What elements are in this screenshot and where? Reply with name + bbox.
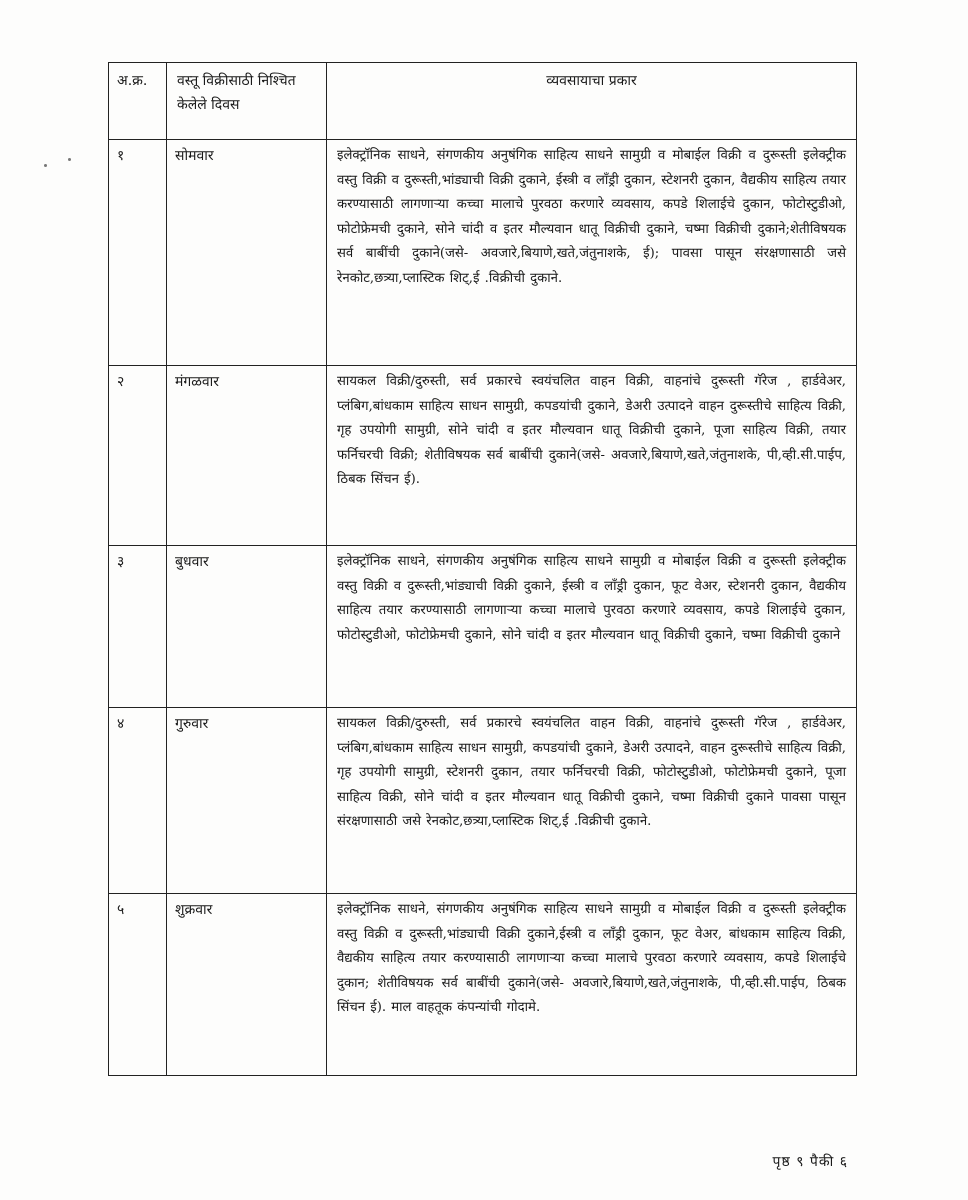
row-serial: ४	[109, 708, 167, 894]
row-business-list: इलेक्ट्रॉनिक साधने, संगणकीय अनुषंगिक साहित्य साधने सामुग्री व मोबाईल विक्री व दुरूस्ती इलेक्ट्रीक वस्तु विक्री व दुरूस्ती,भांड्याची विक्री दुकाने, ईस्त्री व लॉंड्री दुकान, फूट वेअर, स्टेशनरी दुकान, वैद्यकीय साहित्य तयार करण्यासाठी लागणाऱ्या कच्चा मालाचे पुरवठा करणारे व्यवसाय, कपडे शिलाईचे दुकान, फोटोस्टुडीओ, फोटोफ्रेमची दुकाने, सोने चांदी व इतर मौल्यवान धातू विक्रीची दुकाने, चष्मा विक्रीची दुकाने	[327, 546, 857, 708]
weekday-business-schedule-table	[108, 62, 857, 1076]
scan-speck	[68, 158, 71, 161]
row-day: शुक्रवार	[167, 894, 327, 1076]
table-row	[109, 366, 857, 546]
row-day: गुरुवार	[167, 708, 327, 894]
page-number-footer: पृष्ठ ९ पैकी ६	[772, 1154, 848, 1170]
scan-speck	[44, 164, 47, 167]
row-business-list: इलेक्ट्रॉनिक साधने, संगणकीय अनुषंगिक साहित्य साधने सामुग्री व मोबाईल विक्री व दुरूस्ती इलेक्ट्रीक वस्तु विक्री व दुरूस्ती,भांड्याची विक्री दुकाने, ईस्त्री व लॉंड्री दुकान, स्टेशनरी दुकान, वैद्यकीय साहित्य तयार करण्यासाठी लागणाऱ्या कच्चा मालाचे पुरवठा करणारे व्यवसाय, कपडे शिलाईचे दुकान, फोटोस्टुडीओ, फोटोफ्रेमची दुकाने, सोने चांदी व इतर मौल्यवान धातू विक्रीची दुकाने, चष्मा विक्रीची दुकाने;शेतीविषयक सर्व बाबींची दुकाने(जसे- अवजारे,बियाणे,खते,जंतुनाशके, ई); पावसा पासून संरक्षणासाठी जसे रेनकोट,छत्र्या,प्लास्टिक शिट्,ई .विक्रीची दुकाने.	[327, 140, 857, 366]
header-business-type: व्यवसायाचा प्रकार	[327, 63, 857, 140]
table-header-row	[109, 63, 857, 140]
table-row	[109, 708, 857, 894]
row-serial: १	[109, 140, 167, 366]
table-row	[109, 546, 857, 708]
row-serial: ३	[109, 546, 167, 708]
row-day: बुधवार	[167, 546, 327, 708]
row-business-list: इलेक्ट्रॉनिक साधने, संगणकीय अनुषंगिक साहित्य साधने सामुग्री व मोबाईल विक्री व दुरूस्ती इलेक्ट्रीक वस्तु विक्री व दुरूस्ती,भांड्याची विक्री दुकाने,ईस्त्री व लॉंड्री दुकान, फूट वेअर, बांधकाम साहित्य विक्री, वैद्यकीय साहित्य तयार करण्यासाठी लागणाऱ्या कच्चा मालाचे पुरवठा करणारे व्यवसाय, कपडे शिलाईचे दुकान; शेतीविषयक सर्व बाबींची दुकाने(जसे- अवजारे,बियाणे,खते,जंतुनाशके, पी,व्ही.सी.पाईप, ठिबक सिंचन ई). माल वाहतूक कंपन्यांची गोदामे.	[327, 894, 857, 1076]
row-business-list: सायकल विक्री/दुरुस्ती, सर्व प्रकारचे स्वयंचलित वाहन विक्री, वाहनांचे दुरूस्ती गॅरेज , हार्डवेअर, प्लंबिग,बांधकाम साहित्य साधन सामुग्री, कपडयांची दुकाने, डेअरी उत्पादने वाहन दुरूस्तीचे साहित्य विक्री, गृह उपयोगी सामुग्री, सोने चांदी व इतर मौल्यवान धातू विक्रीची दुकाने, पूजा साहित्य विक्री, तयार फर्निचरची विक्री; शेतीविषयक सर्व बाबींची दुकाने(जसे- अवजारे,बियाणे,खते,जंतुनाशके, पी,व्ही.सी.पाईप, ठिबक सिंचन ई).	[327, 366, 857, 546]
row-business-list: सायकल विक्री/दुरुस्ती, सर्व प्रकारचे स्वयंचलित वाहन विक्री, वाहनांचे दुरूस्ती गॅरेज , हार्डवेअर, प्लंबिग,बांधकाम साहित्य साधन सामुग्री, कपडयांची दुकाने, डेअरी उत्पादने, वाहन दुरूस्तीचे साहित्य विक्री, गृह उपयोगी सामुग्री, स्टेशनरी दुकान, तयार फर्निचरची विक्री, फोटोस्टुडीओ, फोटोफ्रेमची दुकाने, पूजा साहित्य विक्री, सोने चांदी व इतर मौल्यवान धातू विक्रीची दुकाने, चष्मा विक्रीची दुकाने पावसा पासून संरक्षणासाठी जसे रेनकोट,छत्र्या,प्लास्टिक शिट्,ई .विक्रीची दुकाने.	[327, 708, 857, 894]
row-serial: २	[109, 366, 167, 546]
row-serial: ५	[109, 894, 167, 1076]
row-day: मंगळवार	[167, 366, 327, 546]
row-day: सोमवार	[167, 140, 327, 366]
table-row	[109, 894, 857, 1076]
header-serial-number: अ.क्र.	[109, 63, 167, 140]
table-row	[109, 140, 857, 366]
header-fixed-day: वस्तू विक्रीसाठी निश्चित केलेले दिवस	[167, 63, 327, 140]
